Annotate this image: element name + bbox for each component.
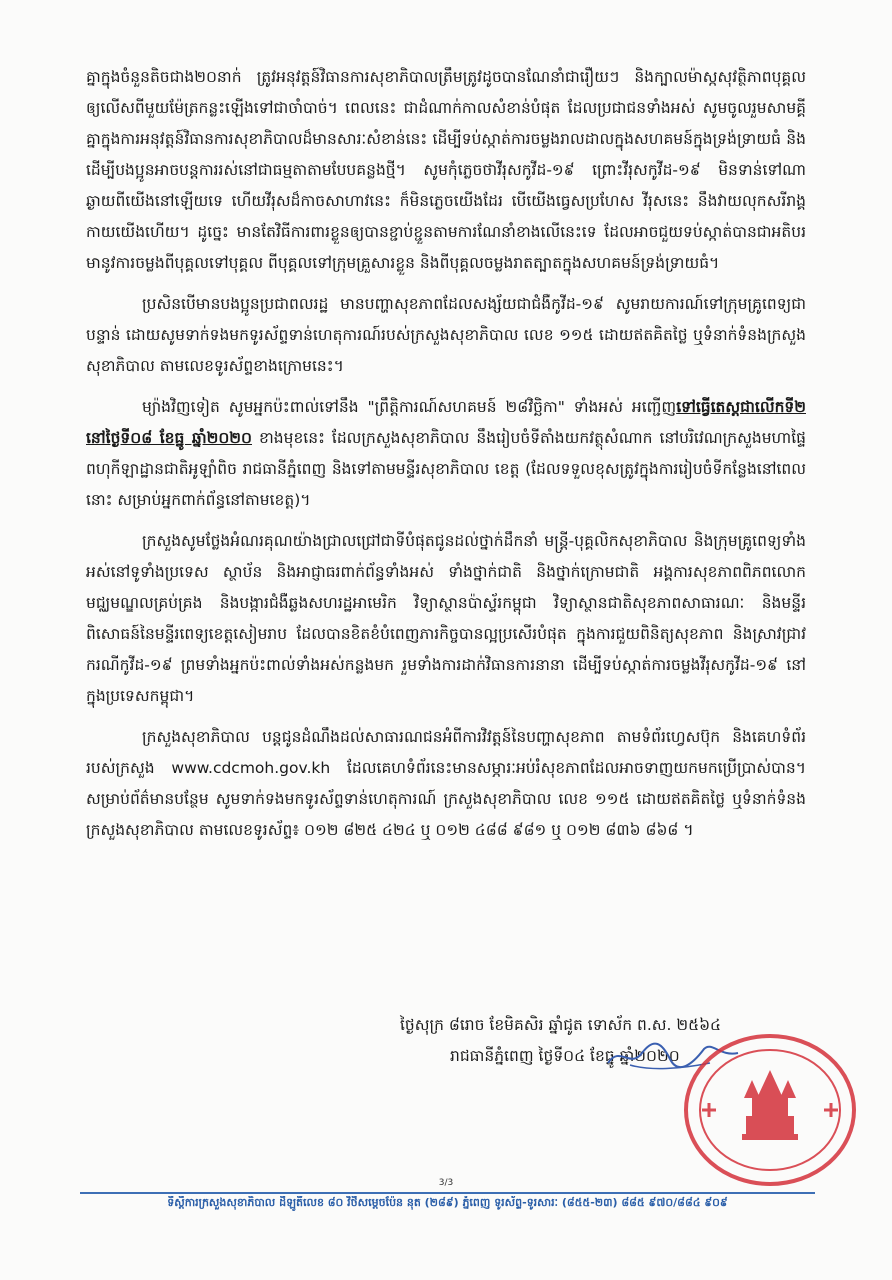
paragraph-3-tail: ខាងមុខនេះ ដែលក្រសួងសុខាភិបាល នឹងរៀបចំទីតាំងយកវត្ថុសំណាក នៅបរិវេណក្រសួងមហាផ្ទៃ ពហុកីឡាដ្ឋានជាតិអូឡាំពិច រាជធានីភ្នំពេញ និងទៅតាមមន្ទីរសុខាភិបាល ខេត្ត (ដែលទទួលខុសត្រូវក្នុងការរៀបចំទីកន្លែងនៅពេលនោះ សម្រាប់អ្នកពាក់ព័ន្ធនៅតាមខេត្ត)។	[86, 429, 806, 509]
footer-divider	[80, 1192, 815, 1194]
page-number: 3/3	[438, 1178, 454, 1188]
retest-date-emphasis: ទៅធ្វើតេស្តជាលើកទី២ នៅថ្ងៃទី០៨ ខែធ្នូ ឆ្នាំ២០២០	[86, 398, 806, 447]
paragraph-3	[86, 392, 806, 516]
solar-date: រាជធានីភ្នំពេញ ថ្ងៃទី០៤ ខែធ្នូ ឆ្នាំ២០២០	[450, 1047, 680, 1065]
paragraph-2: ប្រសិនបើមានបងប្អូនប្រជាពលរដ្ឋ មានបញ្ហាសុខភាពដែលសង្ស័យជាជំងឺកូវីដ-១៩ សូមរាយការណ៍ទៅក្រុមគ្រូពេទ្យជាបន្ទាន់ ដោយសូមទាក់ទងមកទូរស័ព្ទទាន់ហេតុការណ៍របស់ក្រសួងសុខាភិបាល លេខ ១១៥ ដោយឥតគិតថ្លៃ ឬទំនាក់ទំនងក្រសួងសុខាភិបាល តាមលេខទូរស័ព្ទខាងក្រោមនេះ។	[86, 295, 806, 375]
footer-address: ទីស្តីការក្រសួងសុខាភិបាល ដីឡូតិ៍លេខ ៨០ វិថីសម្តេចប៉ែន នុត (២៨៩) ភ្នំពេញ ទូរស័ព្ទ-ទូរសារៈ (៨៥៥-២៣) ៨៨៥ ៩៧០/៨៨៤ ៩០៩	[167, 1196, 728, 1209]
paragraph-3-lead: ម្យ៉ាងវិញទៀត សូមអ្នកប៉ះពាល់ទៅនឹង "ព្រឹត្តិការណ៍សហគមន៍ ២៨វិច្ឆិកា" ទាំងអស់ អញ្ជើញ	[142, 398, 677, 416]
lunar-date: ថ្ងៃសុក្រ ៨រោច ខែមិគសិរ ឆ្នាំជូត ទោស័ក ព.ស. ២៥៦៤	[400, 1016, 722, 1034]
official-seal-icon	[680, 1030, 860, 1190]
paragraph-4: ក្រសួងសូមថ្លែងអំណរគុណយ៉ាងជ្រាលជ្រៅជាទីបំផុតជូនដល់ថ្នាក់ដឹកនាំ មន្ត្រី-បុគ្គលិកសុខាភិបាល និងក្រុមគ្រូពេទ្យទាំងអស់នៅទូទាំងប្រទេស ស្ថាប័ន និងអាជ្ញាធរពាក់ព័ន្ធទាំងអស់ ទាំងថ្នាក់ជាតិ និងថ្នាក់ក្រោមជាតិ អង្គការសុខភាពពិភពលោក មជ្ឈមណ្ឌលគ្រប់គ្រង និងបង្ការជំងឺឆ្លងសហរដ្ឋអាមេរិក វិទ្យាស្ថានប៉ាស្ទ័រកម្ពុជា វិទ្យាស្ថានជាតិសុខភាពសាធារណៈ និងមន្ទីរពិសោធន៍នៃមន្ទីរពេទ្យខេត្តសៀមរាប ដែលបានខិតខំបំពេញភារកិច្ចបានល្អប្រសើរបំផុត ក្នុងការជួយពិនិត្យសុខភាព និងស្រាវជ្រាវករណីកូវីដ-១៩ ព្រមទាំងអ្នកប៉ះពាល់ទាំងអស់កន្លងមក រួមទាំងការដាក់វិធានការនានា ដើម្បីទប់ស្កាត់ការចម្លងវីរុសកូវីដ-១៩ នៅក្នុងប្រទេសកម្ពុជា។	[86, 532, 806, 705]
paragraph-1: គ្នាក្នុងចំនួនតិចជាង២០នាក់ ត្រូវអនុវត្តន៍វិធានការសុខាភិបាលត្រឹមត្រូវដូចបានណែនាំជារឿយៗ និងក្បាលម៉ាស្កសុវត្ថិភាពបុគ្គលឲ្យលើសពីមួយម៉ែត្រកន្លះឡើងទៅជាចាំបាច់។ ពេលនេះ ជាដំណាក់កាលសំខាន់បំផុត ដែលប្រជាជនទាំងអស់ សូមចូលរួមសាមគ្គីគ្នាក្នុងការអនុវត្តន៍វិធានការសុខាភិបាលដ៏មានសារៈសំខាន់នេះ ដើម្បីទប់ស្កាត់ការចម្លងរាលដាលក្នុងសហគមន៍ក្នុងទ្រង់ទ្រាយធំ និងដើម្បីបងប្អូនអាចបន្តការរស់នៅជាធម្មតាតាមបែបគន្លងថ្មី។ សូមកុំភ្លេចថាវីរុសកូវីដ-១៩ ព្រោះវីរុសកូវីដ-១៩ មិនទាន់ទៅណាឆ្ងាយពីយើងនៅឡើយទេ ហើយវីរុសដ៏កាចសាហាវនេះ ក៏មិនភ្លេចយើងដែរ បើយើងធ្វេសប្រហែស វីរុសនេះ នឹងវាយលុកសរីរាង្គកាយយើងហើយ។ ដូច្នេះ មានតែវិធីការពារខ្លួនឲ្យបានខ្ជាប់ខ្ជួនតាមការណែនាំខាងលើនេះទេ ដែលអាចជួយទប់ស្កាត់បានជាអតិបរមានូវការចម្លងពីបុគ្គលទៅបុគ្គល ពីបុគ្គលទៅក្រុមគ្រួសារខ្លួន និងពីបុគ្គលចម្លងរាតត្បាតក្នុងសហគមន៍ទ្រង់ទ្រាយធំ។	[86, 68, 806, 272]
paragraph-5: ក្រសួងសុខាភិបាល បន្តជូនដំណឹងដល់សាធារណជនអំពីការវិវត្តន៍នៃបញ្ហាសុខភាព តាមទំព័រហ្វេសប៊ុក និងគេហទំព័ររបស់ក្រសួង www.cdcmoh.gov.kh ដែលគេហទំព័រនេះមានសម្ភារៈអប់រំសុខភាពដែលអាចទាញយកមកប្រើប្រាស់បាន។ សម្រាប់ព័ត៌មានបន្ថែម សូមទាក់ទងមកទូរស័ព្ទទាន់ហេតុការណ៍ ក្រសួងសុខាភិបាល លេខ ១១៥ ដោយឥតគិតថ្លៃ ឬទំនាក់ទំនងក្រសួងសុខាភិបាល តាមលេខទូរស័ព្ទ៖ ០១២ ៨២៥ ៤២៤ ឬ ០១២ ៤៨៨ ៩៨១ ឬ ០១២ ៨៣៦ ៨៦៨ ។	[86, 728, 806, 839]
letter-body	[86, 62, 806, 856]
